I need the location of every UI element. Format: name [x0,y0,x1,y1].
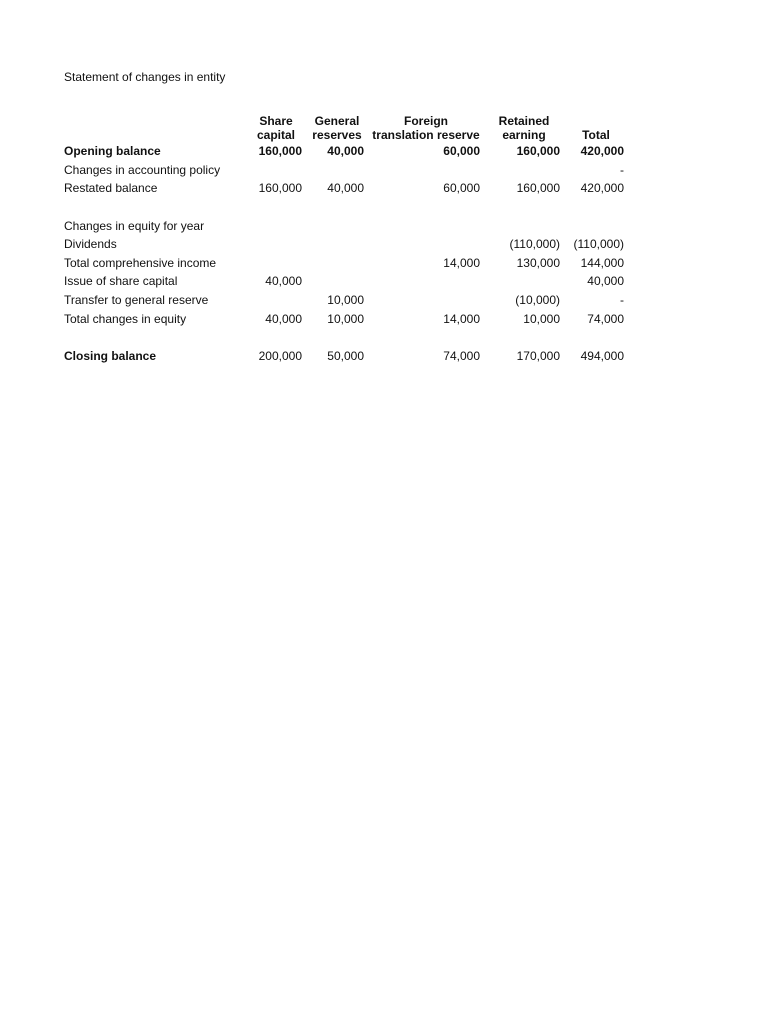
cell-general-reserves: 10,000 [327,293,364,308]
cell-retained-earning: 130,000 [516,255,560,270]
header-general-reserves: General reserves [312,114,362,142]
cell-foreign-translation: 60,000 [443,144,480,159]
cell-general-reserves [306,235,368,254]
cell-general-reserves: 40,000 [327,144,364,159]
spacer-row [60,198,628,217]
cell-general-reserves: 50,000 [327,348,364,363]
row-total-comprehensive-income [60,254,628,273]
cell-share-capital [246,291,306,310]
cell-share-capital [246,254,306,273]
row-total-changes-in-equity [60,309,628,328]
cell-empty [246,216,306,235]
row-label: Total changes in equity [64,311,187,326]
row-label: Total comprehensive income [64,255,217,270]
cell-total: 420,000 [580,144,624,159]
row-label: Dividends [64,237,117,252]
row-label: Transfer to general reserve [64,293,209,308]
header-blank [60,110,246,142]
cell-retained-earning [484,272,564,291]
row-label: Changes in accounting policy [64,162,221,177]
cell-general-reserves [306,254,368,273]
spacer-cell [60,198,628,217]
header-total: Total [582,128,610,142]
row-label: Opening balance [64,144,161,159]
cell-general-reserves: 10,000 [327,311,364,326]
cell-total: 494,000 [580,348,624,363]
cell-retained-earning [484,161,564,180]
cell-general-reserves [306,272,368,291]
cell-share-capital [246,161,306,180]
row-closing-balance [60,347,628,366]
cell-foreign-translation: 14,000 [443,255,480,270]
header-row [60,110,628,142]
cell-total: 74,000 [587,311,624,326]
cell-share-capital: 160,000 [258,181,302,196]
row-label: Changes in equity for year [64,218,205,233]
cell-retained-earning: 160,000 [516,181,560,196]
row-opening-balance [60,142,628,161]
cell-total: 420,000 [580,181,624,196]
row-label: Closing balance [64,348,157,363]
cell-total: - [620,293,624,308]
cell-share-capital [246,235,306,254]
cell-general-reserves: 40,000 [327,181,364,196]
cell-foreign-translation: 14,000 [443,311,480,326]
cell-retained-earning: 10,000 [523,311,560,326]
row-label: Issue of share capital [64,274,178,289]
cell-foreign-translation: 60,000 [443,181,480,196]
cell-empty [564,216,628,235]
cell-foreign-translation [368,161,484,180]
row-label: Restated balance [64,181,158,196]
cell-foreign-translation [368,272,484,291]
cell-share-capital: 160,000 [258,144,302,159]
spacer-cell [60,328,628,347]
cell-general-reserves [306,161,368,180]
statement-title: Statement of changes in entity [64,70,226,84]
row-changes-in-equity-header [60,216,628,235]
header-retained-earning: Retained earning [498,114,550,142]
cell-retained-earning: (10,000) [515,293,560,308]
cell-retained-earning: 170,000 [516,348,560,363]
cell-retained-earning: 160,000 [516,144,560,159]
cell-total: 144,000 [580,255,624,270]
cell-foreign-translation: 74,000 [443,348,480,363]
row-issue-of-share-capital [60,272,628,291]
row-transfer-to-general-reserve [60,291,628,310]
cell-empty [306,216,368,235]
header-share-capital: Share capital [256,114,295,142]
cell-total: 40,000 [587,274,624,289]
row-changes-accounting-policy [60,161,628,180]
cell-total: - [620,162,624,177]
row-restated-balance [60,179,628,198]
cell-share-capital: 200,000 [258,348,302,363]
equity-changes-table [60,110,628,365]
cell-total: (110,000) [573,237,624,252]
cell-share-capital: 40,000 [265,274,302,289]
cell-foreign-translation [368,235,484,254]
cell-foreign-translation [368,291,484,310]
cell-share-capital: 40,000 [265,311,302,326]
spacer-row [60,328,628,347]
cell-retained-earning: (110,000) [509,237,560,252]
header-foreign-translation-reserve: Foreign translation reserve [372,114,480,142]
row-dividends [60,235,628,254]
cell-empty [368,216,484,235]
cell-empty [484,216,564,235]
